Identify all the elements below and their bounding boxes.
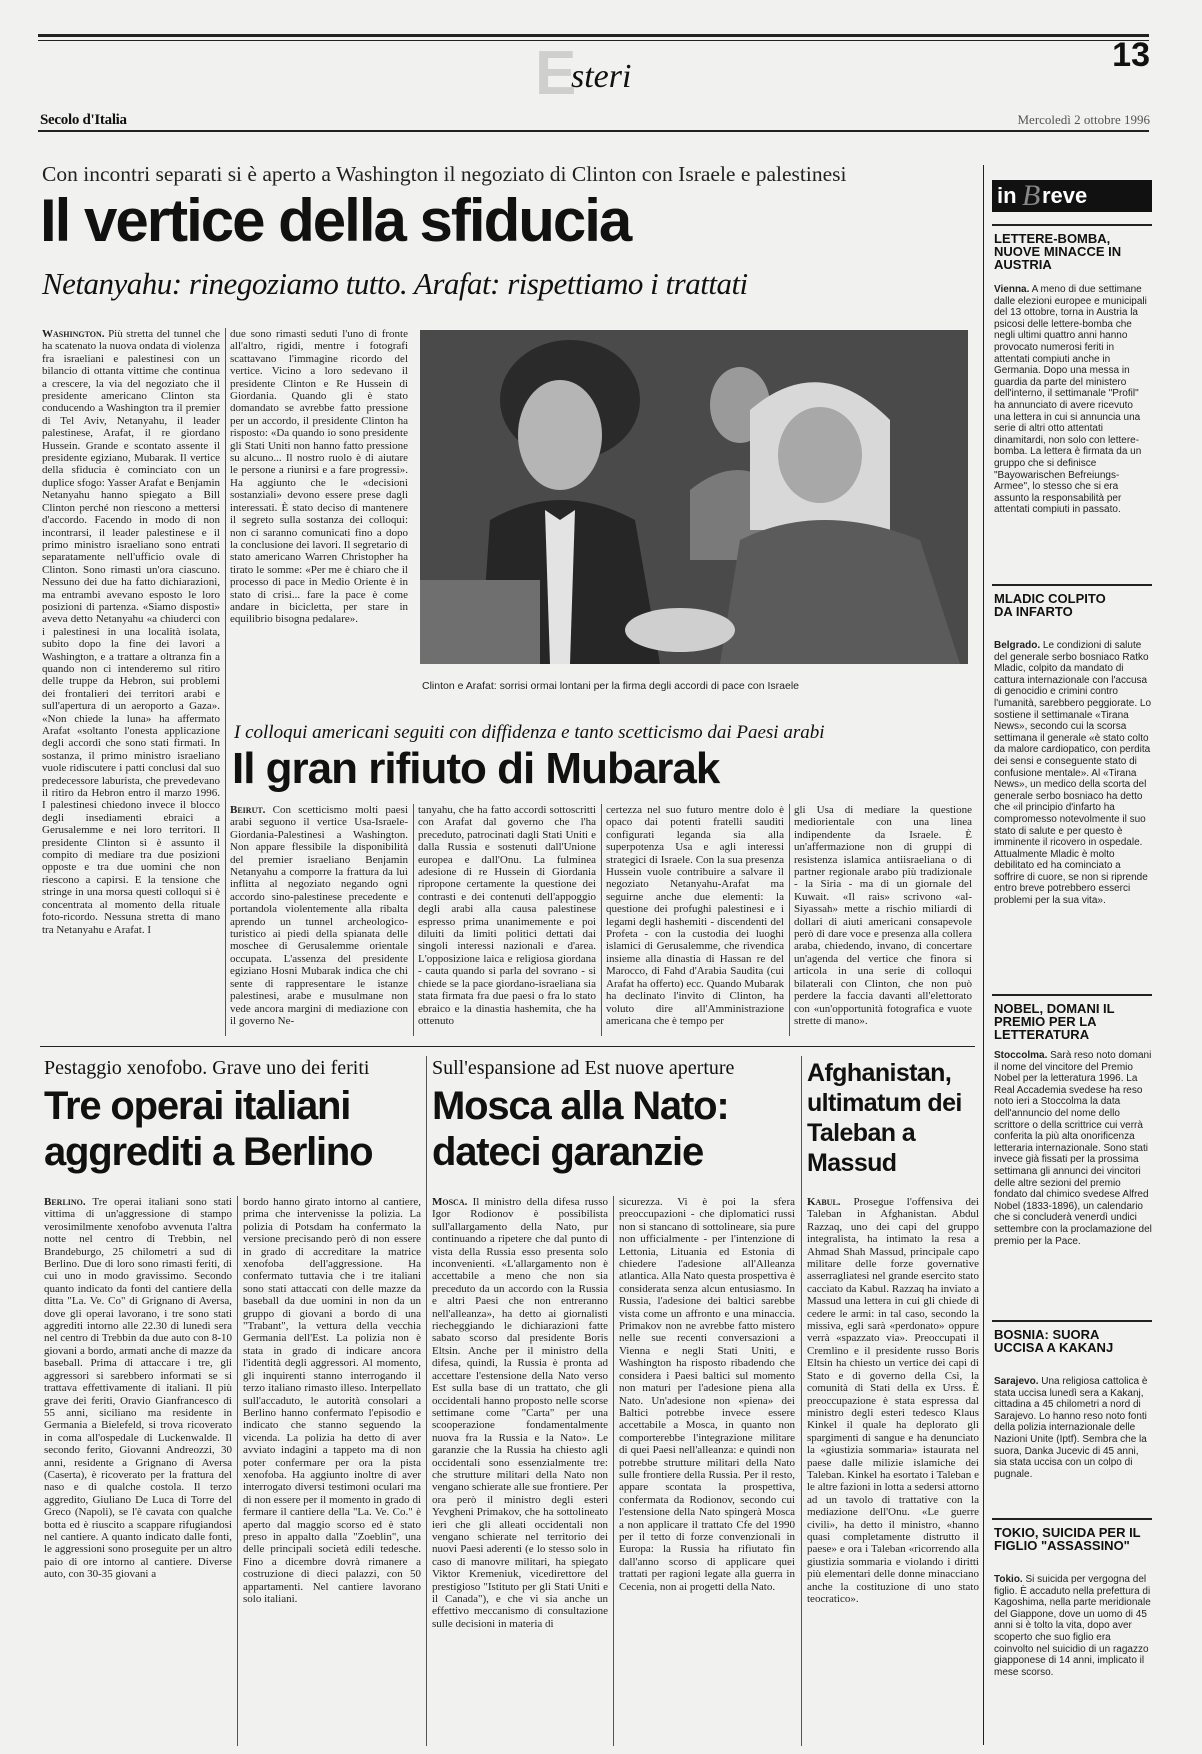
nato-headline-2: dateci garanzie xyxy=(432,1130,704,1174)
afghan-body-text: Prosegue l'offensiva dei Taleban in Afghanistan. Abdul Razzaq, uno dei capi del gruppo integralista, ha intimato la resa a Ahmad Shah Massud, principale capo militare delle forze governative asserragliatesi nel grande esercito stato cacciato da Kabul. Razzaq ha inviato a Massud una lettera in cui gli chiede di cedere le armi: in tal caso, secondo la missiva, egli sarà «perdonato» oppure verrà «spazzato via». Preoccupati il Cremlino e il presidente russo Boris Eltsin ha chiesto un vertice dei capi di Stato e di governo della Csi, la comunità di Stati della ex Urss. È preoccupazione è stata espressa dal ministro degli esteri tedesco Klaus Kinkel il quale ha deplorato gli spargimenti di sangue e ha denunciato la «giustizia sommaria» istaurata nel paese dalle milizie islamiche dei Taleban. Kinkel ha esortato i Taleban e le altre fazioni in lotta a sedersi attorno ad un tavolo di trattative con la mediazione dell'Onu. «Le guerre civili», ha detto il ministro, «hanno quasi completamente distrutto il paese» e ora i Taleban «ricorrendo alla giustizia sommaria e violando i diritti più elementari delle donne minacciano anche la costituzione di uno stato teocratico». xyxy=(807,1196,979,1605)
top-story-dateline: Washington. xyxy=(42,328,105,340)
issue-date: Mercoledì 2 ottobre 1996 xyxy=(1017,112,1150,127)
top-rule xyxy=(38,34,1149,37)
brief-body xyxy=(994,1574,1152,1744)
mubarak-col1 xyxy=(230,804,408,1036)
brief-dateline: Vienna. xyxy=(994,284,1030,295)
afghan-headline: Afghanistan, ultimatum dei Taleban a Massud xyxy=(807,1059,962,1177)
column-rule xyxy=(601,804,602,1036)
brief-headline: NOBEL, DOMANI IL PREMIO PER LA LETTERATURA xyxy=(994,1001,1115,1042)
top-story-col1-text: Più stretta del tunnel che ha scatenato la nuova ondata di violenza fra israeliani e palestinesi con un bilancio di ottanta vittime che continua a crescere, la via del negoziato che il presidente americano Clinton sta conducendo a Washington tra il premier di Tel Aviv, Netanyahu, il leader palestinese, Arafat, il re giordano Hussein. Grande e scontato assente il presidente egiziano, Mubarak. Il vertice della sfiducia è cominciato con un duplice sfogo: Yasser Arafat e Benjamin Netanyahu hanno spiegato a Bill Clinton perché non riescono a mettersi d'accordo. Facendo in modo di non incontrarsi, il leader palestinese e il primo ministro israeliano sono entrati separatamente nell'ufficio ovale di Clinton. Sono rimasti un'ora ciascuno. Nessuno dei due ha fatto dichiarazioni, ma entrambi avevano esposto le loro posizioni di partenza. «Siamo disposti» aveva detto Netanyahu «a chiuderci con i palestinesi in una località isolata, subito dopo la fine dei lavori a Washington, e a trattare a oltranza fin a quando non ci intenderemo sul ritiro delle truppe da Hebron, sui problemi dei frontalieri dei territori arabi e sull'apertura di un aeroporto a Gaza». «Non chiede la luna» ha affermato Arafat «soltanto l'onesta applicazione degli accordi che sono stati firmati. In sostanza, il primo ministro israeliano vuole ridiscutere i patti conclusi dal suo predecessore laburista, che prevedevano il ritiro da Hebron entro il marzo 1996. I palestinesi chiedono invece il blocco degli insediamenti ebraici a Gerusalemme e nei loro territori. Il presidente Clinton si è assunto il compito di mediare tra due posizioni opposte e tra due uomini che non riescono a capirsi. E la tensione che stringe in una morsa questi colloqui si è concentrata al momento della rituale foto-ricordo. Nessuna stretta di mano tra Netanyahu e Arafat. I xyxy=(42,328,220,936)
section-letter: E xyxy=(535,39,577,108)
section-rest: steri xyxy=(571,58,632,95)
brief-body xyxy=(994,1050,1152,1310)
section-title xyxy=(535,39,735,108)
brief-dateline: Tokio. xyxy=(994,1574,1023,1585)
mubarak-col2: tanyahu, che ha fatto accordi sottoscritti con Arafat dal governo che l'ha preceduto, patrocinati dagli Stati Uniti e dalla Russia e sostenuti dall'Unione europea e dall'Onu. La fulminea adesione di re Hussein di Giordania ripropone certamente la questione dei contrasti e dei contenuti dell'appoggio degli arabi alla causa palestinese espresso prima unanimemente e poi diluiti da limiti politici dettati dai singoli interessi nazionali e d'area. L'opposizione laica e religiosa giordana - cauta quando si parla del sovrano - si chiede se la pace giordano-israeliana sia stata firmata fra due paesi o fra lo stato ebraico e la dinastia hashemita, che ha ottenuto xyxy=(418,804,596,1027)
column-rule xyxy=(789,804,790,1036)
masthead: Secolo d'Italia xyxy=(40,112,127,128)
berlin-col2: bordo hanno girato intorno al cantiere, prima che intervenisse la polizia. La polizia di Potsdam ha confermato la versione precisando però di non essere in grado di accreditare la matrice xenofoba dell'aggressione. Ha confermato tuttavia che i tre italiani sono stati attaccati con delle mazze da baseball da due uomini in non da un gruppo di giovani a bordo di una "Trabant", la vettura della vecchia Germania dell'Est. La polizia non è stata in grado di indicare ancora l'identità degli aggressori. Al momento, gli inquirenti stanno interrogando il terzo italiano rimasto illeso. Interpellato sull'accaduto, le autorità consolari a Berlino hanno confermato l'episodio e indicato che stanno seguendo la vicenda. La polizia ha detto di aver avviato indagini a tappeto ma di non poter confermare per ora la pista xenofoba. Ha aggiunto inoltre di aver interrogato diversi testimoni oculari ma di non essere per il momento in grado di fermare il cantiere della "La. Ve. Co." è aperto dal maggio scorso ed è stato preso in appalto dalla "Zoeblin", una delle principali società edili tedesche. Fino a dicembre dovrà rimanere a costruzione di dieci palazzi, con 50 appartamenti. Nel cantiere lavorano solo italiani. xyxy=(243,1196,421,1605)
mubarak-dateline: Beirut. xyxy=(230,804,266,816)
nato-kicker: Sull'espansione ad Est nuove aperture xyxy=(432,1057,735,1079)
photo-figures xyxy=(420,330,968,664)
berlin-col1 xyxy=(44,1196,232,1746)
top-story-subhead: Netanyahu: rinegoziamo tutto. Arafat: rispettiamo i trattati xyxy=(42,266,748,301)
column-rule xyxy=(225,328,226,1036)
mubarak-col4: gli Usa di mediare la questione mediorientale con una linea indipendente da Israele. È un'affermazione non di gruppi di resistenza islamica antiisraeliana o di partner regionale arabo più tradizionale - la Siria - ma di un giornale del Kuwait. «Il raìs» scrivono «al-Siyassah» mette a rischio miliardi di dollari di aiuti americani consapevole però di dare voce e presenza alla collera araba, chiedendo, invano, di concertare un'agenda del vertice che finora si articola in una serie di colloqui bilaterali con Clinton, che non può perdere la faccia davanti all'elettorato con «un'opportunità fotografica e vuote strette di mano». xyxy=(794,804,972,1027)
photo-caption: Clinton e Arafat: sorrisi ormai lontani per la firma degli accordi di pace con Israele xyxy=(422,680,800,692)
brief-headline: TOKIO, SUICIDA PER IL FIGLIO "ASSASSINO" xyxy=(994,1525,1141,1553)
in-breve-rest: reve xyxy=(1042,183,1088,208)
masthead-rule xyxy=(38,130,1149,132)
afghan-dateline: Kabul. xyxy=(807,1196,841,1208)
brief-rule xyxy=(992,584,1152,586)
nato-col2: sicurezza. Vi è poi la sfera preoccupazioni - che diplomatici russi non si stancano di sottolineare, sia pure non ufficialmente - per l'intenzione di Lettonia, Lituania ed Estonia di chiedere l'adesione all'Alleanza atlantica. Alla Nato questa prospettiva è considerata senza alcun entusiasmo. In Russia, l'adesione dei baltici sarebbe vista come un affronto e una minaccia. Primakov non ne avrebbe fatto mistero nelle sue recenti conversazioni a Vienna e negli Stati Uniti, e Washington ha risposto ribadendo che considera i Paesi baltici sul momento non maturi per l'adesione piena alla Nato. Un'adesione non «piena» dei Baltici potrebbe invece essere accettabile a Mosca, in quanto non comporterebbe l'integrazione militare di quei Paesi nell'alleanza: e quindi non potrebbe strutture militari della Nato sulle frontiere della Russia. Per il resto, appare scontata la prospettiva, confermata da Rodionov, secondo cui l'estensione della Nato spingerà Mosca a non applicare il trattato Cfe del 1990 per il tetto di forze convenzionali in Europa: la Russia ha rifiutato fin dall'anno scorso di applicare quei trattati per ragioni legate alla guerra in Cecenia, non ai progetti della Nato. xyxy=(619,1196,795,1593)
top-story-col1 xyxy=(42,328,220,1036)
brief-text: Una religiosa cattolica è stata uccisa lunedì sera a Kakanj, cittadina a 45 chilometri a nord di Sarajevo. Lo hanno reso noto fonti della polizia internazionale delle Nazioni Unite (Iptf). Sembra che la suora, Danka Jucevic di 45 anni, sia stata uccisa con un colpo di pugnale. xyxy=(994,1376,1148,1480)
brief-headline: BOSNIA: SUORA UCCISA A KAKANJ xyxy=(994,1327,1114,1355)
brief-rule xyxy=(992,224,1152,226)
brief-headline: LETTERE-BOMBA, NUOVE MINACCE IN AUSTRIA xyxy=(994,231,1122,272)
top-rule-thin xyxy=(38,40,1149,41)
nato-col1 xyxy=(432,1196,608,1746)
page-number: 13 xyxy=(1112,36,1150,74)
brief-text: Le condizioni di salute del generale serbo bosniaco Ratko Mladic, colpito da mandato di cattura internazionale con l'accusa di genocidio e crimini contro l'umanità, sarebbero peggiorate. Lo sostiene il settimanale «Tirana News», secondo cui la scorsa settimana il generale «è stato colto da malore cardiopatico, con perdita dei sensi e conseguente stato di confusione mentale». Al «Tirana News», un medico della scorta del generale serbo bosniaco ha detto che «il principio d'infarto ha compromesso notevolmente il suo stato di salute e per questo è imminente il ricovero in ospedale. Attualmente Mladic è molto debilitato ed ha cominciato a soffrire di cuore, se non si riprende entro breve potrebbero esserci problemi per la sua vita». xyxy=(994,640,1152,907)
brief-rule xyxy=(992,1518,1152,1520)
mid-rule xyxy=(40,1046,975,1047)
top-story-kicker: Con incontri separati si è aperto a Washington il negoziato di Clinton con Israele e palestinesi xyxy=(42,162,847,186)
berlin-headline-1: Tre operai italiani xyxy=(44,1084,351,1128)
brief-dateline: Stoccolma. xyxy=(994,1050,1048,1061)
afghan-body xyxy=(807,1196,979,1746)
top-story-headline: Il vertice della sfiducia xyxy=(40,187,631,254)
column-rule xyxy=(237,1196,238,1746)
nato-dateline: Mosca. xyxy=(432,1196,468,1208)
brief-body xyxy=(994,284,1152,574)
brief-headline: MLADIC COLPITO DA INFARTO xyxy=(994,591,1106,619)
brief-rule xyxy=(992,994,1152,996)
clinton-arafat-photo xyxy=(420,330,968,664)
brief-text: A meno di due settimane dalle elezioni europee e municipali del 13 ottobre, torna in Austria la psicosi delle lettere-bomba che negli ultimi quattro anni hanno provocato numerosi feriti in attentati compiuti anche in Germania. Dopo una messa in guardia da parte del ministero dell'interno, il settimanale "Profil" ha annunciato di avere ricevuto una lettera in cui si annuncia una serie di altri otto attentati dinamitardi, non solo con lettere-bomba. La lettera è firmata da un gruppo che si definisce "Bayowarischen Befreiungs-Armee", lo stesso che si era assunto la responsabilità per attentati compiuti in passato. xyxy=(994,284,1147,516)
in-breve-b: B xyxy=(1022,179,1041,212)
brief-text: Si suicida per vergogna del figlio. È accaduto nella prefettura di Kagoshima, nella parte meridionale del Giappone, dove un uomo di 45 anni si è tolto la vita, dopo aver scoperto che suo figlio era coinvolto nel suicidio di un ragazzo giapponese di 14 anni, implicato il mese scorso. xyxy=(994,1574,1151,1678)
sidebar-rule xyxy=(983,165,984,1745)
berlin-headline-2: aggrediti a Berlino xyxy=(44,1130,373,1174)
top-story-col2: due sono rimasti seduti l'uno di fronte all'altro, rigidi, mentre i fotografi scattavano l'immagine ricordo del vertice. Vicino a loro sedevano il presidente Clinton e Re Hussein di Giordania. Quando gli è stato domandato se avrebbe fatto pressione per un accordo, il presidente Clinton ha risposto: «Da quando io sono presidente gli Stati Uniti non hanno fatto pressione su alcuno... Il nostro ruolo è di aiutare le persone a riunirsi e a fare progressi». Ha aggiunto che le «decisioni sostanziali» devono essere prese dagli interessati. È stato deciso di mantenere il segreto sulla sostanza dei colloqui: non ci saranno comunicati fino a dopo la conclusione dei lavori. Il segretario di stato americano Warren Christopher ha tirato le somme: «Per me è chiaro che il processo di pace in Medio Oriente è in stato di crisi... fare la pace è come andare in bicicletta, per stare in equilibrio bisogna pedalare». xyxy=(230,328,408,626)
in-breve-in: in xyxy=(997,183,1017,208)
brief-text: Sarà reso noto domani il nome del vincitore del Premio Nobel per la letteratura 1996. La Real Accademia svedese ha reso noto ieri a Stoccolma la data dell'annuncio del nome dello scrittore o della scrittrice cui verrà conferita la più alta onorificenza letteraria internazionale. Sono stati invece già fissati per la prossima settimana gli annunci dei vincitori delle altre sezioni del premio fondato dal chimico svedese Alfred Nobel (1833-1896), un calendario che si concluderà venerdì undici settembre con la proclamazione del premio per la Pace. xyxy=(994,1050,1152,1247)
mubarak-kicker: I colloqui americani seguiti con diffidenza e tanto scetticismo dai Paesi arabi xyxy=(234,722,825,743)
in-breve-title xyxy=(992,180,1152,212)
column-rule xyxy=(613,1196,614,1746)
brief-dateline: Sarajevo. xyxy=(994,1376,1039,1387)
mubarak-headline: Il gran rifiuto di Mubarak xyxy=(232,744,720,793)
berlin-col1-text: Tre operai italiani sono stati vittima di un'aggressione di stampo verosimilmente xenofobo avvenuta l'altra notte nel centro di Trebbin, nel Brandeburgo, 25 chilometri a sud di Berlino. Due di loro sono rimasti feriti, di cui uno in modo gravissimo. Secondo quanto indicato da fonti del cantiere della ditta "La. Ve. Co" di Grignano di Aversa, dove gli operai lavorano, i tre sono stati aggrediti intorno alle 22.30 di lunedì sera nel centro di Trebbin da due auto con 8-10 giovani a bordo, armati anche di mazze da baseball. Prima di attaccare i tre, gli aggressori si sarebbero informati se si trattava effettivamente di italiani. Il più grave dei feriti, Oravio Gianfrancesco di 55 anni, siciliano ma residente in Germania a Bielefeld, si trova ricoverato in coma all'ospedale di Luckenwalde. Il secondo ferito, Giovanni Andreozzi, 30 anni, residente a Grignano di Aversa (Caserta), è ricoverato per la frattura del naso e di qualche costola. Il terzo aggredito, Giuliano De Luca di Torre del Greco (Napoli), se l'è cavata con qualche botta ed è riuscito a scappare rifugiandosi nel cantiere. A quanto indicato dalle fonti, le aggressioni sono proseguite per un altro paio di ore intorno al cantiere. Diverse auto, con 30-35 giovani a xyxy=(44,1196,232,1581)
nato-col1-text: Il ministro della difesa russo Igor Rodionov è possibilista sull'allargamento della Nato, pur continuando a ripetere che dal punto di vista della Russia esso presenta solo inconvenienti. «L'allargamento non è accettabile a meno che non sia preceduto da un accordo con la Russia e altri Paesi che non entreranno nell'alleanza», ha detto ai giornalisti riecheggiando le dichiarazioni fatte sabato scorso dal presidente Boris Eltsin. Anche per il ministro della difesa, quindi, la Russia è pronta ad accettare l'estensione della Nato verso Est sulla base di un trattato, che gli occidentali hanno proposto nelle scorse settimane come "Carta" per una scooperazione fondamentalmente nuova fra la Russia e la Nato». Le garanzie che la Russia ha chiesto agli occidentali sono essenzialmente tre: che strutture militari della Nato non vengano schierate alle sue frontiere. Per ora però il ministro degli esteri Yevgheni Primakov, che ha sottolineato ieri che gli alleati occidentali non vengano schierate nel territorio dei nuovi Paesi aderenti (e lo stesso solo in caso di manovre militari, ha spiegato Viktor Kremeniuk, vicedirettore del prestigioso "Istituto per gli Stati Uniti e il Canada"), e che vi sia anche un effettivo meccanismo di consultazione sulle decisioni in materia di xyxy=(432,1196,608,1630)
nato-headline-1: Mosca alla Nato: xyxy=(432,1084,729,1128)
brief-body xyxy=(994,640,1152,980)
column-rule xyxy=(413,804,414,1036)
mubarak-col3: certezza nel suo futuro mentre dolo è opaco dai potenti fratelli sauditi configurati leganda sia alla superpotenza Usa e agli interessi strategici di Israele. Con la sua presenza Hussein vuole contribuire a salvare il negoziato Netanyahu-Arafat ma seguirne anche due elementi: la questione dei profughi palestinesi e i legami degli hashemiti - discendenti del Profeta - con la custodia dei luoghi islamici di Gerusalemme, che rivendica insieme alla dinastia di Hassan re del Marocco, di Fahd d'Arabia Saudita (cui Arafat ha offerto) ecc. Quando Mubarak ha declinato l'invito di Clinton, ha voluto dire all'Amministrazione americana che è tempo per xyxy=(606,804,784,1027)
column-rule xyxy=(426,1056,427,1746)
column-rule xyxy=(801,1056,802,1746)
berlin-dateline: Berlino. xyxy=(44,1196,86,1208)
brief-rule xyxy=(992,1320,1152,1322)
brief-dateline: Belgrado. xyxy=(994,640,1041,651)
mubarak-col1-text: Con scetticismo molti paesi arabi seguono il vertice Usa-Israele-Giordania-Palestinesi a Washington. Non appare flessibile la disponibilità del premier israeliano Benjamin Netanyahu a comporre la frattura da lui inflitta al negoziato negando ogni accordo sino-palestinese precedente e portandola violentemente alla ribalta aprendo un tunnel archeologico-turistico ai piedi della spianata delle moschee di Gerusalemme orientale occupata. L'assenza del presidente egiziano Hosni Mubarak indica che chi sente di rappresentare le istanze palestinesi, arabe e musulmane non vede ancora margini di mediazione con il governo Ne- xyxy=(230,804,408,1027)
berlin-kicker: Pestaggio xenofobo. Grave uno dei feriti xyxy=(44,1057,370,1079)
brief-body xyxy=(994,1376,1152,1508)
